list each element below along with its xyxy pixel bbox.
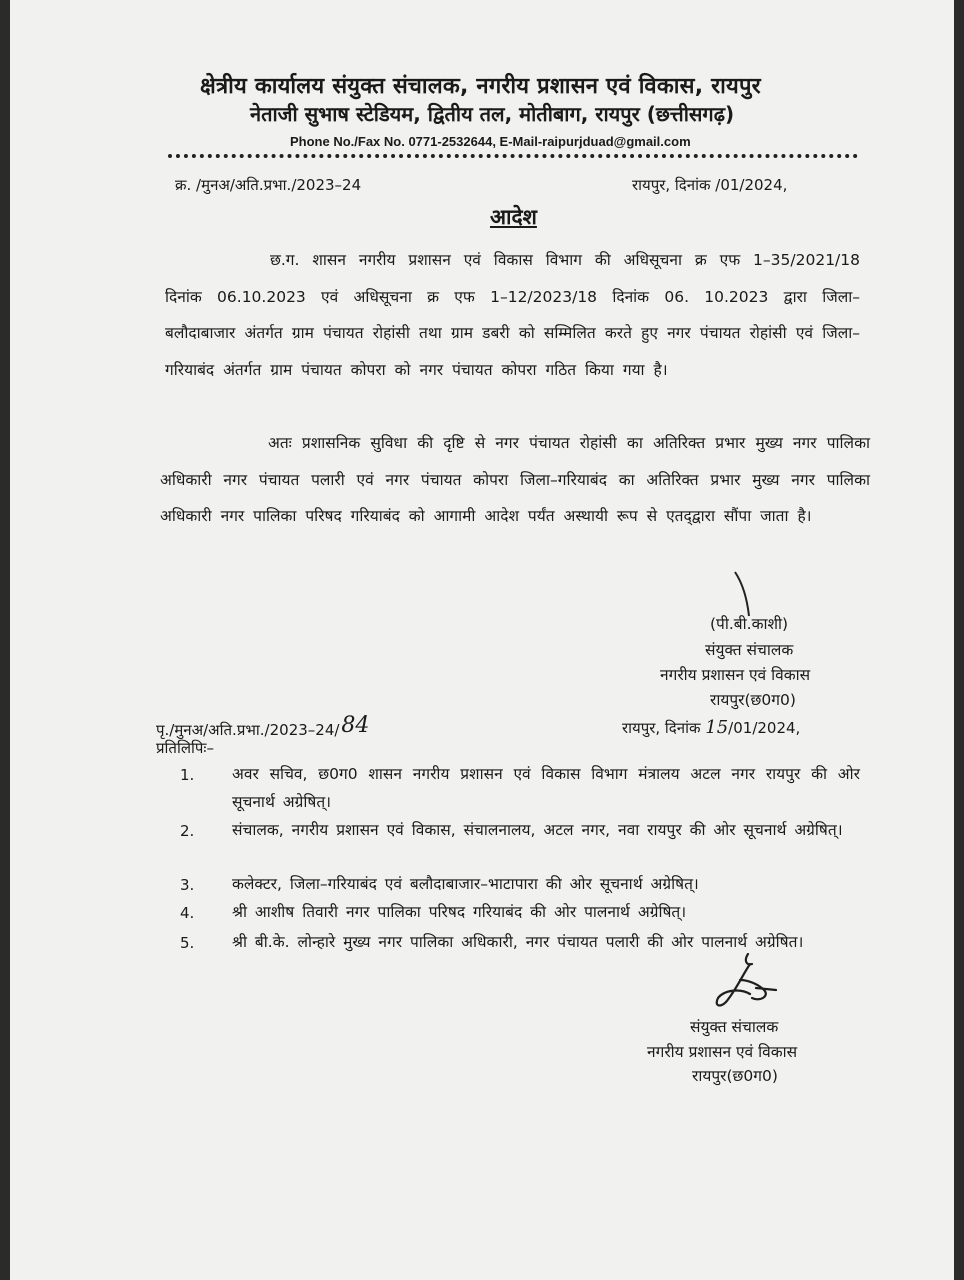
copy-item-num: 4. — [180, 904, 195, 922]
office-title: क्षेत्रीय कार्यालय संयुक्त संचालक, नगरीय प्रशासन एवं विकास, रायपुर — [200, 74, 761, 99]
letter-page — [10, 0, 954, 1280]
copy-item-text: कलेक्टर, जिला–गरियाबंद एवं बलौदाबाजार–भाटापारा की ओर सूचनार्थ अग्रेषित्। — [232, 875, 699, 893]
endorsement-ref-printed: पृ./मुनअ/अति.प्रभा./2023–24/ — [156, 721, 340, 739]
copy-item-text: श्री आशीष तिवारी नगर पालिका परिषद गरियाबंद की ओर पालनार्थ अग्रेषित्। — [232, 903, 687, 921]
endorsement-handwritten-no: 84 — [341, 713, 370, 738]
endorsement-date-suffix: 01/2024, — [733, 719, 801, 737]
order-place-date: रायपुर, दिनांक /01/2024, — [632, 176, 788, 194]
endorsement-date-prefix: रायपुर, दिनांक — [622, 719, 706, 737]
signature2-designation: संयुक्त संचालक — [690, 1018, 779, 1036]
endorsement-handwritten-day: 15 — [705, 717, 729, 738]
header-divider — [168, 154, 858, 158]
copy-label: प्रतिलिपिः– — [156, 739, 214, 757]
signature2-department: नगरीय प्रशासन एवं विकास — [647, 1043, 798, 1061]
order-title: आदेश — [490, 205, 537, 229]
signature-stroke-2 — [700, 950, 790, 1014]
order-paragraph-2: अतः प्रशासनिक सुविधा की दृष्टि से नगर पंचायत रोहांसी का अतिरिक्त प्रभार मुख्य नगर पालिका अधिकारी नगर पंचायत पलारी एवं नगर पंचायत कोपरा जिला–गरियाबंद का अतिरिक्त प्रभार मुख्य नगर पालिका अधिकारी नगर पालिका परिषद गरियाबंद को आगामी आदेश पर्यंत अस्थायी रूप से एतद्‌द्वारा सौंपा जाता है। — [160, 434, 870, 525]
signature1-department: नगरीय प्रशासन एवं विकास — [660, 666, 811, 684]
copy-item-text: श्री बी.के. लोन्हारे मुख्य नगर पालिका अधिकारी, नगर पंचायत पलारी की ओर पालनार्थ अग्रेषित। — [232, 933, 804, 951]
order-paragraph-1: छ.ग. शासन नगरीय प्रशासन एवं विकास विभाग की अधिसूचना क्र एफ 1–35/2021/18 दिनांक 06.10.2023 एवं अधिसूचना क्र एफ 1–12/2023/18 दिनांक 06. 10.2023 द्वारा जिला–बलौदाबाजार अंतर्गत ग्राम पंचायत रोहांसी तथा ग्राम डबरी को सम्मिलित करते हुए नगर पंचायत रोहांसी एवं जिला–गरियाबंद अंतर्गत ग्राम पंचायत कोपरा को नगर पंचायत कोपरा गठित किया गया है। — [165, 251, 860, 379]
endorsement-date-slash: / — [728, 719, 734, 737]
copy-item-num: 1. — [180, 766, 195, 784]
copy-item-text: अवर सचिव, छ0ग0 शासन नगरीय प्रशासन एवं विकास विभाग मंत्रालय अटल नगर रायपुर की ओर सूचनार्थ अग्रेषित्। — [232, 765, 860, 811]
signature1-designation: संयुक्त संचालक — [705, 641, 794, 659]
copy-item-text: संचालक, नगरीय प्रशासन एवं विकास, संचालनालय, अटल नगर, नवा रायपुर की ओर सूचनार्थ अग्रेषित्। — [232, 821, 843, 839]
copy-item-num: 2. — [180, 822, 195, 840]
signature2-location: रायपुर(छ0ग0) — [692, 1067, 778, 1085]
order-ref-no: क्र. /मुनअ/अति.प्रभा./2023–24 — [175, 176, 362, 194]
signature1-location: रायपुर(छ0ग0) — [710, 691, 796, 709]
office-contact: Phone No./Fax No. 0771-2532644, E-Mail-raipurjduad@gmail.com — [290, 134, 691, 149]
office-address: नेताजी सुभाष स्टेडियम, द्वितीय तल, मोतीबाग, रायपुर (छत्तीसगढ़) — [250, 102, 735, 126]
endorsement-place-date — [622, 717, 800, 738]
copy-item-num: 3. — [180, 876, 195, 894]
signature1-name: (पी.बी.काशी) — [710, 615, 789, 633]
copy-item-num: 5. — [180, 934, 195, 952]
